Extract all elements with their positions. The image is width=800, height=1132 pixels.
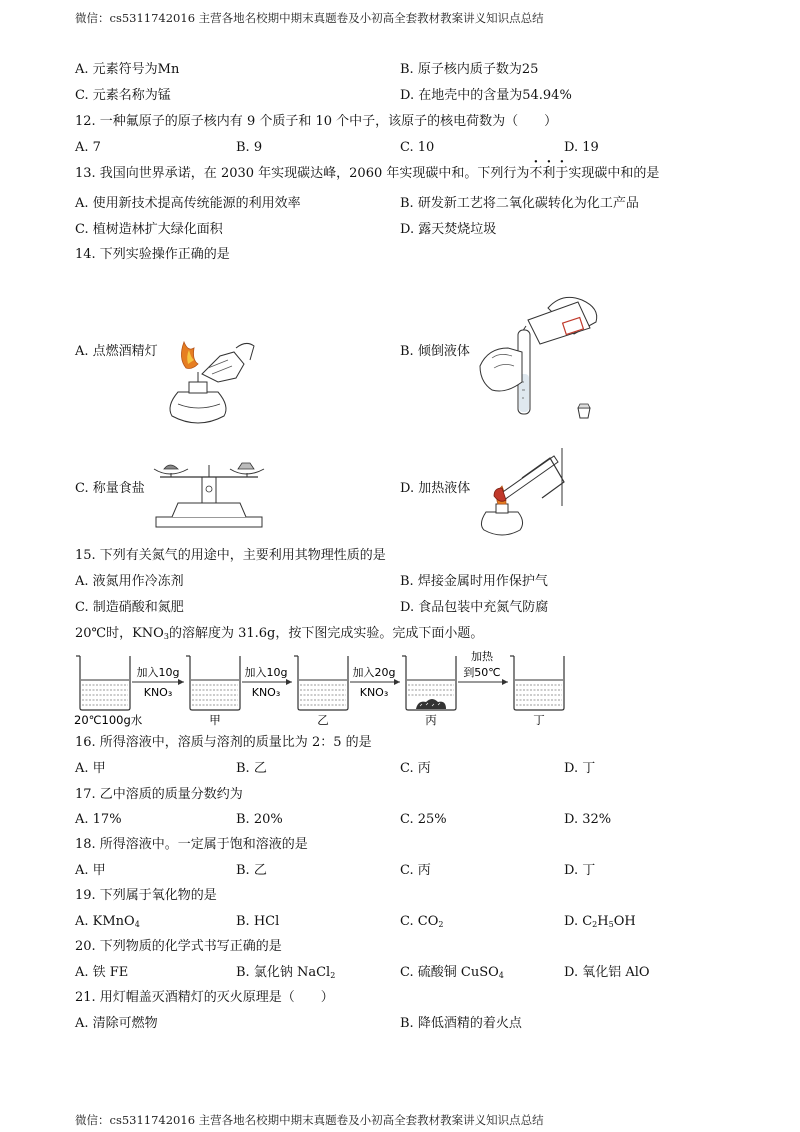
- q17-option-d: D. 32%: [564, 812, 612, 827]
- beaker-bing: [402, 656, 456, 710]
- q14-option-b: B. 倾倒液体: [400, 344, 470, 359]
- q13-emphasis-3: 于: [555, 166, 569, 181]
- q15-option-d: D. 食品包装中充氮气防腐: [400, 600, 549, 615]
- arrow-3: [350, 665, 400, 699]
- q13-emphasis-1: 不: [529, 166, 543, 181]
- q15-stem: 15. 下列有关氮气的用途中，主要利用其物理性质的是: [75, 548, 386, 563]
- q20-b-text: B. 氯化钠 NaCl: [236, 965, 331, 980]
- arrow-3-bottom: KNO₃: [359, 686, 389, 699]
- q19-c-text: C. CO: [400, 914, 439, 929]
- heating-liquid-figure: [470, 448, 570, 538]
- arrow-4-top: 加热: [471, 650, 493, 663]
- label-jia: 甲: [209, 713, 221, 727]
- q19-d-sub2: 5: [608, 920, 614, 929]
- beaker-jia: [186, 656, 240, 710]
- q19-d-mid: H: [597, 914, 609, 929]
- arrow-1: [132, 665, 184, 699]
- q18-option-b: B. 乙: [236, 863, 267, 878]
- label-bing: 丙: [425, 713, 437, 727]
- q11-option-c: C. 元素名称为锰: [75, 88, 171, 103]
- q19-option-b: B. HCl: [236, 914, 280, 929]
- arrow-2-bottom: KNO₃: [251, 686, 281, 699]
- q19-a-sub: 4: [134, 920, 140, 929]
- beaker-start: [76, 656, 130, 710]
- q19-d-post: OH: [613, 914, 636, 929]
- arrow-4: [458, 649, 508, 685]
- arrow-1-top: 加入10g: [136, 666, 180, 679]
- q18-stem: 18. 所得溶液中。一定属于饱和溶液的是: [75, 837, 308, 852]
- q20-option-a: A. 铁 FE: [75, 965, 129, 980]
- q17-stem: 17. 乙中溶质的质量分数约为: [75, 787, 243, 802]
- arrow-2: [242, 665, 292, 699]
- q21-stem: 21. 用灯帽盖灭酒精灯的灭火原理是（ ）: [75, 990, 334, 1005]
- page-footer: 微信：cs5311742016 主营各地名校期中期末真题卷及小初高全套教材教案讲义知识点总结: [75, 1113, 544, 1127]
- q19-option-d: [564, 914, 636, 933]
- q18-option-c: C. 丙: [400, 863, 431, 878]
- q14-option-c: C. 称量食盐: [75, 481, 145, 496]
- q16-option-a: A. 甲: [75, 761, 106, 776]
- q13-stem: [75, 166, 659, 182]
- q15-option-a: A. 液氮用作冷冻剂: [75, 574, 184, 589]
- q17-option-a: A. 17%: [75, 812, 122, 827]
- q13-option-b: B. 研发新工艺将二氧化碳转化为化工产品: [400, 196, 639, 211]
- q13-stem-pre: 13. 我国向世界承诺，在 2030 年实现碳达峰，2060 年实现碳中和。下列行为: [75, 166, 530, 181]
- q13-stem-post: 实现碳中和的是: [568, 166, 660, 181]
- page-header: 微信：cs5311742016 主营各地名校期中期末真题卷及小初高全套教材教案讲义知识点总结: [75, 11, 544, 25]
- q21-option-b: B. 降低酒精的着火点: [400, 1016, 522, 1031]
- beaker-yi: [294, 656, 348, 710]
- intro-sub: 3: [163, 632, 169, 641]
- q20-c-sub: 4: [498, 971, 504, 980]
- arrow-4-bottom: 到50℃: [463, 666, 501, 679]
- q13-option-c: C. 植树造林扩大绿化面积: [75, 222, 223, 237]
- q14-option-d: D. 加热液体: [400, 481, 471, 496]
- q12-option-a: A. 7: [75, 140, 101, 155]
- start-label: 20℃100g水: [74, 713, 143, 727]
- q15-option-b: B. 焊接金属时用作保护气: [400, 574, 548, 589]
- arrow-3-top: 加入20g: [352, 666, 396, 679]
- q12-option-d: D. 19: [564, 140, 599, 155]
- q20-b-sub: 2: [330, 971, 336, 980]
- q19-a-text: A. KMnO: [75, 914, 135, 929]
- q13-emphasis-2: 利: [542, 166, 556, 181]
- q13-option-a: A. 使用新技术提高传统能源的利用效率: [75, 196, 301, 211]
- q16-option-c: C. 丙: [400, 761, 431, 776]
- q19-stem: 19. 下列属于氧化物的是: [75, 888, 217, 903]
- q12-option-c: C. 10: [400, 140, 435, 155]
- kno3-experiment-diagram: [70, 650, 570, 726]
- pouring-liquid-figure: [478, 290, 618, 422]
- alcohol-lamp-lighting-figure: [158, 330, 258, 428]
- q11-option-b: B. 原子核内质子数为25: [400, 62, 539, 77]
- q21-option-a: A. 清除可燃物: [75, 1016, 158, 1031]
- q16-option-d: D. 丁: [564, 761, 596, 776]
- q18-option-d: D. 丁: [564, 863, 596, 878]
- q11-option-a: A. 元素符号为Mn: [75, 62, 180, 77]
- q19-d-sub1: 2: [592, 920, 598, 929]
- q20-c-text: C. 硫酸铜 CuSO: [400, 965, 499, 980]
- q19-d-pre: D. C: [564, 914, 593, 929]
- q18-option-a: A. 甲: [75, 863, 106, 878]
- q12-option-b: B. 9: [236, 140, 263, 155]
- q20-option-b: [236, 965, 335, 984]
- q16-stem: 16. 所得溶液中，溶质与溶剂的质量比为 2：5 的是: [75, 735, 372, 750]
- q19-option-a: [75, 914, 140, 933]
- q16-option-b: B. 乙: [236, 761, 267, 776]
- intro-post: 的溶解度为 31.6g，按下图完成实验。完成下面小题。: [168, 626, 484, 641]
- q19-option-c: [400, 914, 443, 933]
- q11-option-d: D. 在地壳中的含量为54.94%: [400, 88, 572, 103]
- q19-c-sub: 2: [438, 920, 444, 929]
- q20-option-c: [400, 965, 504, 984]
- balance-scale-figure: [150, 455, 268, 530]
- label-yi: 乙: [317, 713, 329, 727]
- experiment-intro: [75, 626, 483, 645]
- beaker-ding: [510, 656, 564, 710]
- q14-option-a: A. 点燃酒精灯: [75, 344, 158, 359]
- arrow-2-top: 加入10g: [244, 666, 288, 679]
- q12-stem: 12. 一种氟原子的原子核内有 9 个质子和 10 个中子，该原子的核电荷数为（ ）: [75, 114, 558, 129]
- label-ding: 丁: [533, 713, 545, 727]
- q17-option-c: C. 25%: [400, 812, 447, 827]
- arrow-1-bottom: KNO₃: [143, 686, 173, 699]
- q14-stem: 14. 下列实验操作正确的是: [75, 247, 230, 262]
- q15-option-c: C. 制造硝酸和氮肥: [75, 600, 184, 615]
- q20-option-d: D. 氧化铝 AlO: [564, 965, 650, 980]
- intro-pre: 20℃时，KNO: [75, 626, 164, 641]
- q13-option-d: D. 露天焚烧垃圾: [400, 222, 497, 237]
- q20-stem: 20. 下列物质的化学式书写正确的是: [75, 939, 282, 954]
- q17-option-b: B. 20%: [236, 812, 283, 827]
